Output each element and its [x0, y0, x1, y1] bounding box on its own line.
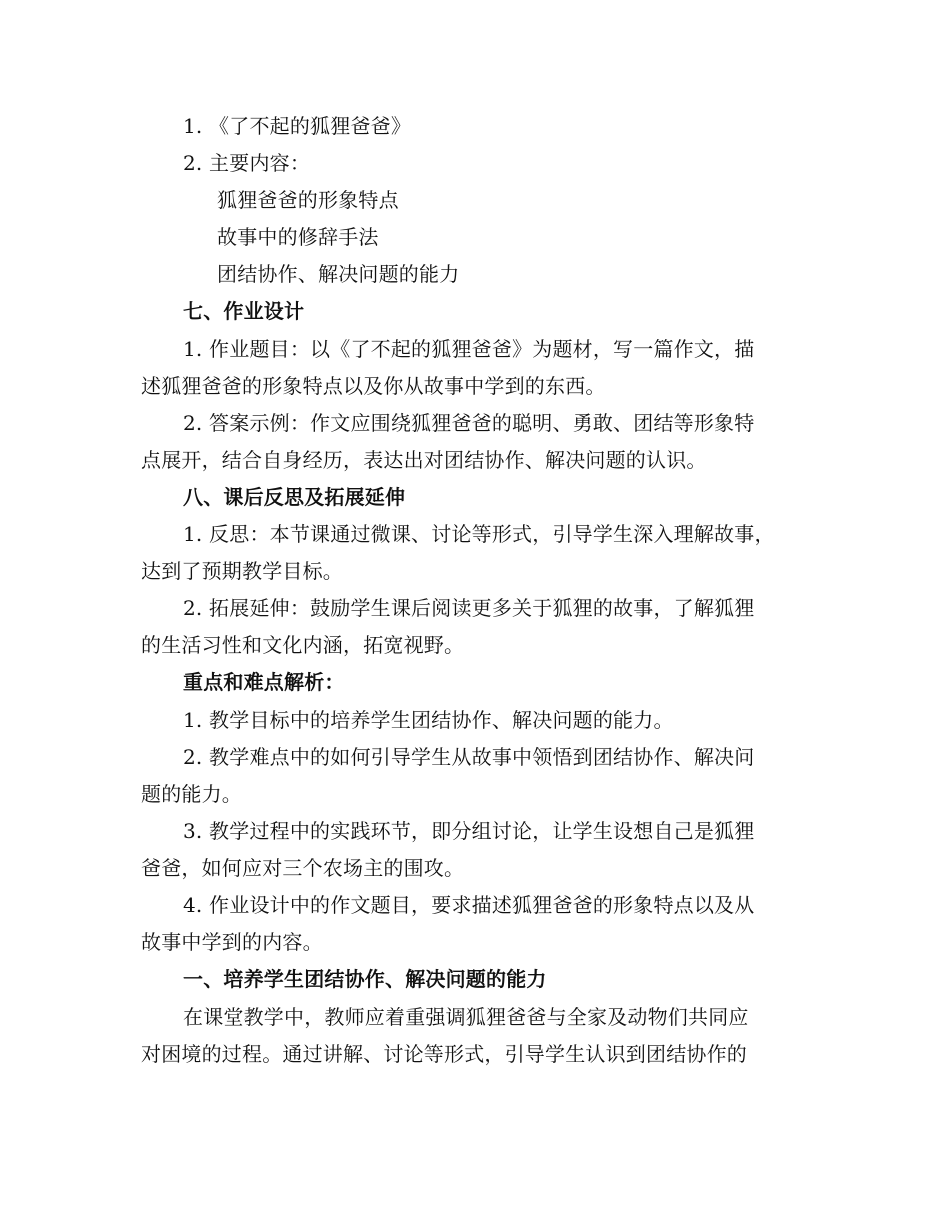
paragraph-line: 1. 反思：本节课通过微课、讨论等形式，引导学生深入理解故事， [183, 522, 775, 546]
paragraph-line: 故事中学到的内容。 [141, 930, 323, 954]
paragraph-line: 4. 作业设计中的作文题目，要求描述狐狸爸爸的形象特点以及从 [183, 893, 755, 917]
paragraph-line: 对困境的过程。通过讲解、讨论等形式，引导学生认识到团结协作的 [141, 1042, 747, 1066]
section-heading-key-points: 重点和难点解析： [183, 670, 345, 694]
section-heading-reflection: 八、课后反思及拓展延伸 [183, 485, 406, 509]
paragraph-line: 2. 拓展延伸：鼓励学生课后阅读更多关于狐狸的故事，了解狐狸 [183, 596, 755, 620]
paragraph-line: 2. 教学难点中的如何引导学生从故事中领悟到团结协作、解决问 [183, 745, 755, 769]
paragraph-line: 在课堂教学中，教师应着重强调狐狸爸爸与全家及动物们共同应 [183, 1005, 749, 1029]
sub-item-image-traits: 狐狸爸爸的形象特点 [217, 188, 399, 212]
list-item-main-content: 2. 主要内容： [183, 151, 311, 175]
paragraph-line: 述狐狸爸爸的形象特点以及你从故事中学到的东西。 [141, 374, 606, 398]
sub-item-rhetoric: 故事中的修辞手法 [217, 225, 379, 249]
paragraph-line: 1. 教学目标中的培养学生团结协作、解决问题的能力。 [183, 708, 674, 732]
paragraph-line: 爸爸，如何应对三个农场主的围攻。 [141, 856, 465, 880]
section-heading-homework: 七、作业设计 [183, 299, 305, 323]
paragraph-line: 题的能力。 [141, 782, 242, 806]
paragraph-line: 1. 作业题目：以《了不起的狐狸爸爸》为题材，写一篇作文，描 [183, 337, 755, 361]
paragraph-line: 点展开，结合自身经历，表达出对团结协作、解决问题的认识。 [141, 448, 707, 472]
paragraph-line: 3. 教学过程中的实践环节，即分组讨论，让学生设想自己是狐狸 [183, 819, 755, 843]
paragraph-line: 达到了预期教学目标。 [141, 559, 343, 583]
paragraph-line: 的生活习性和文化内涵，拓宽视野。 [141, 633, 465, 657]
list-item-title: 1. 《了不起的狐狸爸爸》 [183, 114, 412, 138]
sub-item-teamwork: 团结协作、解决问题的能力 [217, 262, 460, 286]
paragraph-line: 2. 答案示例：作文应围绕狐狸爸爸的聪明、勇敢、团结等形象特 [183, 411, 755, 435]
section-heading-teamwork: 一、培养学生团结协作、解决问题的能力 [183, 967, 547, 991]
